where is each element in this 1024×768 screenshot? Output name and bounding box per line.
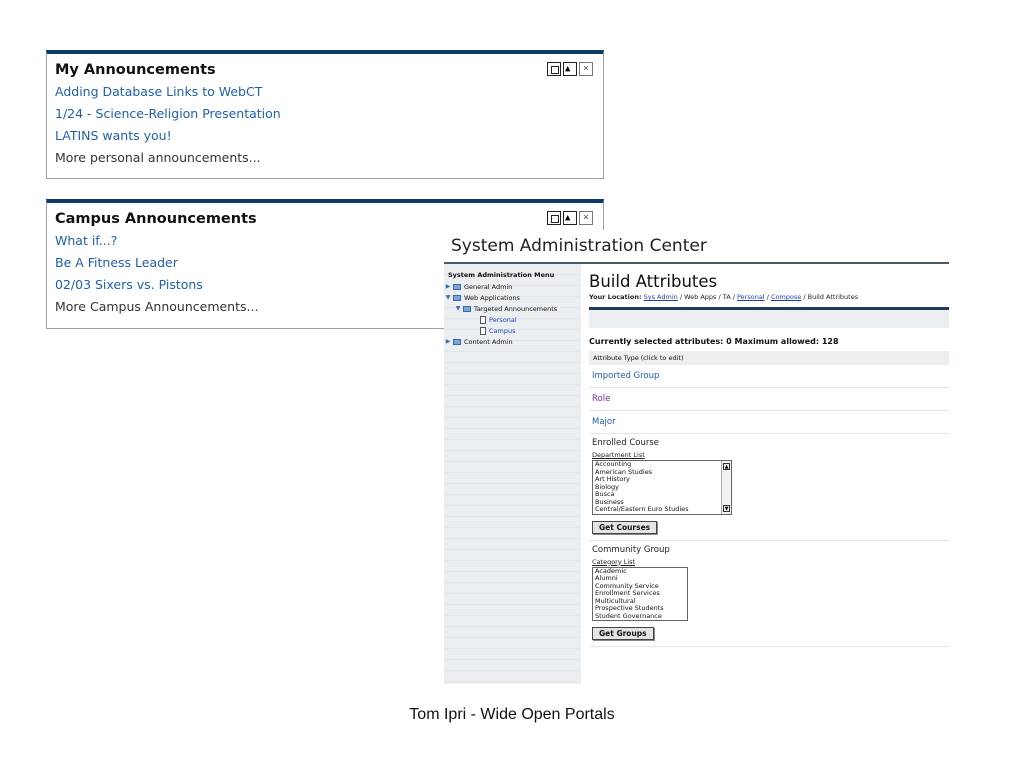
expand-icon[interactable]: ▶ [445,338,451,345]
get-groups-button[interactable]: Get Groups [592,627,654,640]
menu-item-web-applications[interactable] [444,292,581,303]
toolbar-strip [589,310,949,328]
list-option[interactable]: Busca [595,490,615,498]
document-icon [480,327,486,335]
enrolled-course-section [589,434,949,541]
list-option[interactable]: Alumni [595,574,618,582]
announcement-link[interactable]: 02/03 Sixers vs. Pistons [55,277,203,292]
menu-item-label: General Admin [464,282,513,291]
list-option[interactable]: Art History [595,475,630,483]
menu-item-label: Targeted Announcements [474,304,558,313]
department-listbox[interactable] [592,460,732,515]
page-title: Build Attributes [589,272,718,291]
breadcrumb-compose[interactable]: Compose [770,293,802,301]
breadcrumb-text: / Build Attributes [801,293,859,301]
admin-window-title: System Administration Center [451,236,707,256]
expand-icon[interactable]: ▶ [445,283,451,290]
department-list-label: Department List [592,451,645,459]
scrollbar[interactable] [721,461,731,514]
category-listbox[interactable] [592,567,688,622]
breadcrumb-sys-admin[interactable]: Sys Admin [643,293,678,301]
folder-icon [453,284,461,290]
breadcrumb-label: Your Location: [589,293,642,301]
menu-item-personal[interactable] [444,314,581,325]
announcement-link[interactable]: 1/24 - Science-Religion Presentation [55,106,281,121]
breadcrumb [589,293,949,301]
list-option[interactable]: Academic [595,566,627,575]
breadcrumb-text: / Web Apps / TA / [677,293,737,301]
breadcrumb-text: / [764,293,771,301]
attribute-role[interactable]: Role [589,388,949,411]
list-option[interactable]: Business [595,497,624,506]
portlet-controls [547,62,593,76]
menu-item-general-admin[interactable] [444,281,581,292]
attribute-type-header: Attribute Type (click to edit) [589,351,949,365]
folder-icon [453,339,461,345]
section-title: Community Group [592,544,670,555]
scroll-up-icon[interactable]: ▲ [724,464,729,470]
scroll-down-icon[interactable]: ▼ [724,505,729,512]
folder-icon [453,295,461,301]
more-personal-link[interactable]: More personal announcements... [55,150,261,165]
menu-item-targeted-announcements[interactable] [444,303,581,314]
menu-item-label: Content Admin [464,337,513,346]
list-option[interactable]: Community Service [595,581,659,590]
folder-icon [463,306,471,312]
slide-footer: Tom Ipri - Wide Open Portals [409,706,615,723]
close-icon[interactable]: × [579,211,593,225]
menu-header: System Administration Menu [448,271,555,279]
attribute-major[interactable]: Major [589,411,949,434]
collapse-icon[interactable]: ▼ [455,305,461,312]
document-icon [480,316,486,324]
minimize-icon[interactable] [563,211,577,225]
get-courses-button[interactable]: Get Courses [592,521,657,534]
maximize-icon[interactable] [547,211,561,225]
list-option[interactable]: American Studies [595,467,653,476]
list-option[interactable]: Central/Eastern Euro Studies [595,505,689,513]
announcement-link[interactable]: Adding Database Links to WebCT [55,84,263,99]
admin-center-window [444,230,949,684]
menu-item-label: Campus [489,326,516,335]
announcement-link[interactable]: What if...? [55,233,118,248]
maximize-icon[interactable] [547,62,561,76]
list-option[interactable]: Multicultural [595,596,636,605]
list-option[interactable]: Accounting [595,460,632,468]
list-option[interactable]: Enrollment Services [595,589,660,597]
list-option[interactable]: Biology [595,482,619,491]
attribute-imported-group[interactable]: Imported Group [589,365,949,388]
selected-attributes-count: Currently selected attributes: 0 Maximum allowed: 128 [589,337,839,346]
menu-item-label: Web Applications [464,293,520,302]
menu-item-campus[interactable] [444,325,581,336]
menu-item-content-admin[interactable] [444,336,581,347]
breadcrumb-personal[interactable]: Personal [736,293,765,301]
menu-item-label: Personal [489,315,517,324]
category-list-label: Category List [592,557,636,566]
announcement-link[interactable]: LATINS wants you! [55,128,172,143]
portlet-title: Campus Announcements [55,211,257,227]
list-option[interactable]: Student Governance [595,611,662,620]
announcement-link[interactable]: Be A Fitness Leader [55,255,178,270]
portlet-title: My Announcements [55,62,216,78]
portlet-controls [547,211,593,225]
collapse-icon[interactable]: ▼ [445,294,451,301]
list-option[interactable]: Prospective Students [595,604,664,612]
admin-main [589,264,949,684]
section-title: Enrolled Course [592,438,659,448]
close-icon[interactable]: × [579,62,593,76]
more-campus-link[interactable]: More Campus Announcements... [55,299,259,314]
my-announcements-portlet [46,50,604,179]
community-group-section [589,541,949,648]
minimize-icon[interactable] [563,62,577,76]
admin-menu [444,264,581,684]
